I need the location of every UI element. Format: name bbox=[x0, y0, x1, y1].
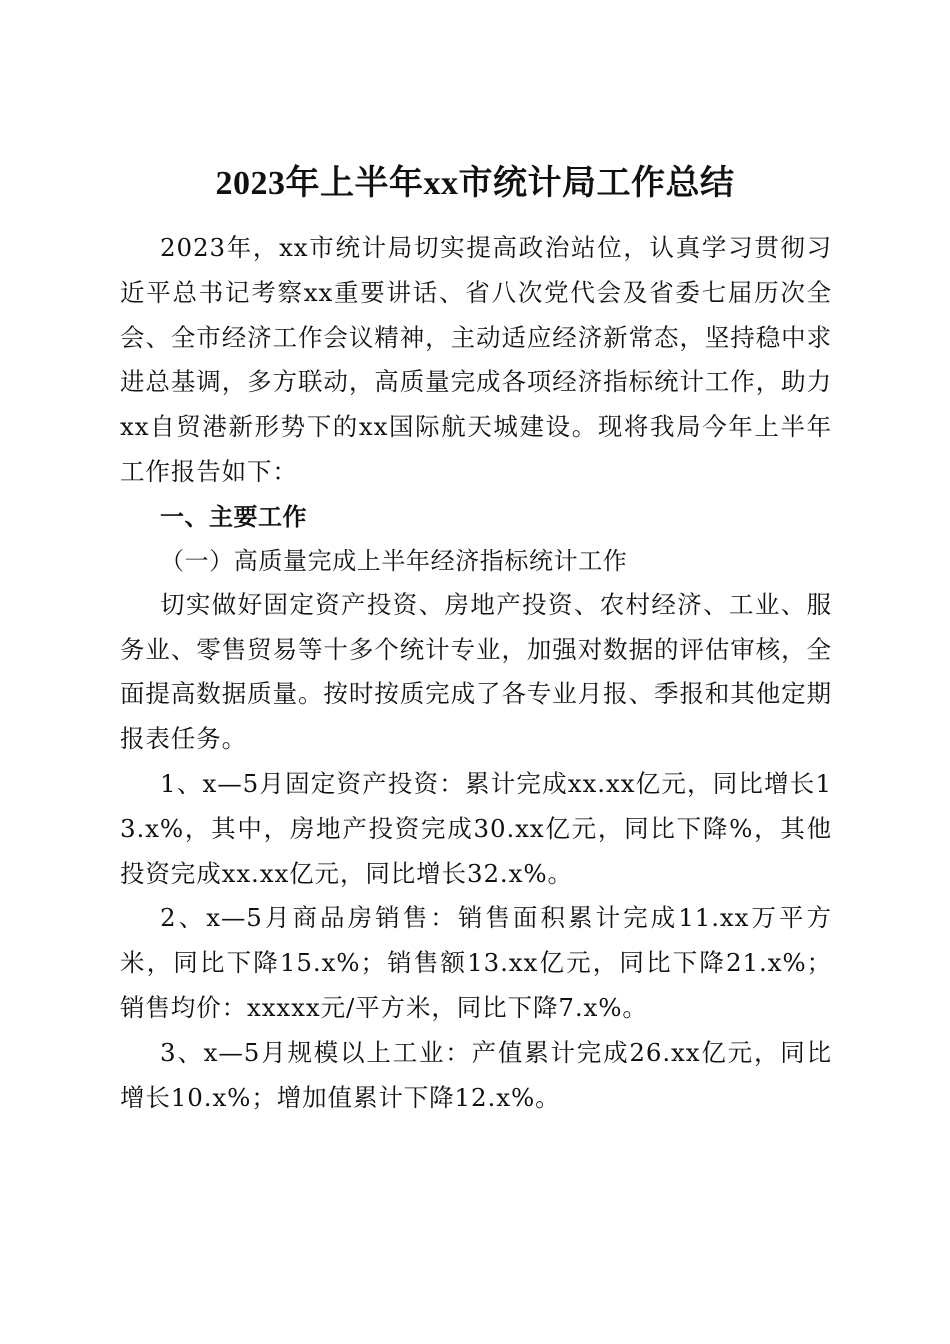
document-body bbox=[120, 226, 832, 1120]
subsection-heading-statistics: （一）高质量完成上半年经济指标统计工作 bbox=[160, 546, 628, 575]
document-title: 2023年上半年xx市统计局工作总结 bbox=[215, 164, 735, 202]
intro-paragraph: 2023年，xx市统计局切实提高政治站位，认真学习贯彻习近平总书记考察xx重要讲话、省八次党代会及省委七届历次全会、全市经济工作会议精神，主动适应经济新常态，坚持稳中求进总基调，多方联动，高质量完成各项经济指标统计工作，助力xx自贸港新形势下的xx国际航天城建设。现将我局今年上半年工作报告如下： bbox=[120, 233, 832, 486]
section-heading-main-work: 一、主要工作 bbox=[160, 502, 307, 531]
item-industrial-output: 3、x—5月规模以上工业：产值累计完成26.xx亿元，同比增长10.x%；增加值累计下降12.x%。 bbox=[120, 1037, 832, 1112]
item-housing-sales: 2、x—5月商品房销售：销售面积累计完成11.xx万平方米，同比下降15.x%；销售额13.xx亿元，同比下降21.x%；销售均价：xxxxx元/平方米，同比下降7.x%。 bbox=[120, 903, 832, 1022]
statistics-paragraph: 切实做好固定资产投资、房地产投资、农村经济、工业、服务业、零售贸易等十多个统计专业，加强对数据的评估审核，全面提高数据质量。按时按质完成了各专业月报、季报和其他定期报表任务。 bbox=[120, 589, 832, 754]
item-fixed-asset-investment: 1、x—5月固定资产投资：累计完成xx.xx亿元，同比增长13.x%，其中，房地产投资完成30.xx亿元，同比下降%，其他投资完成xx.xx亿元，同比增长32.x%。 bbox=[120, 768, 832, 888]
